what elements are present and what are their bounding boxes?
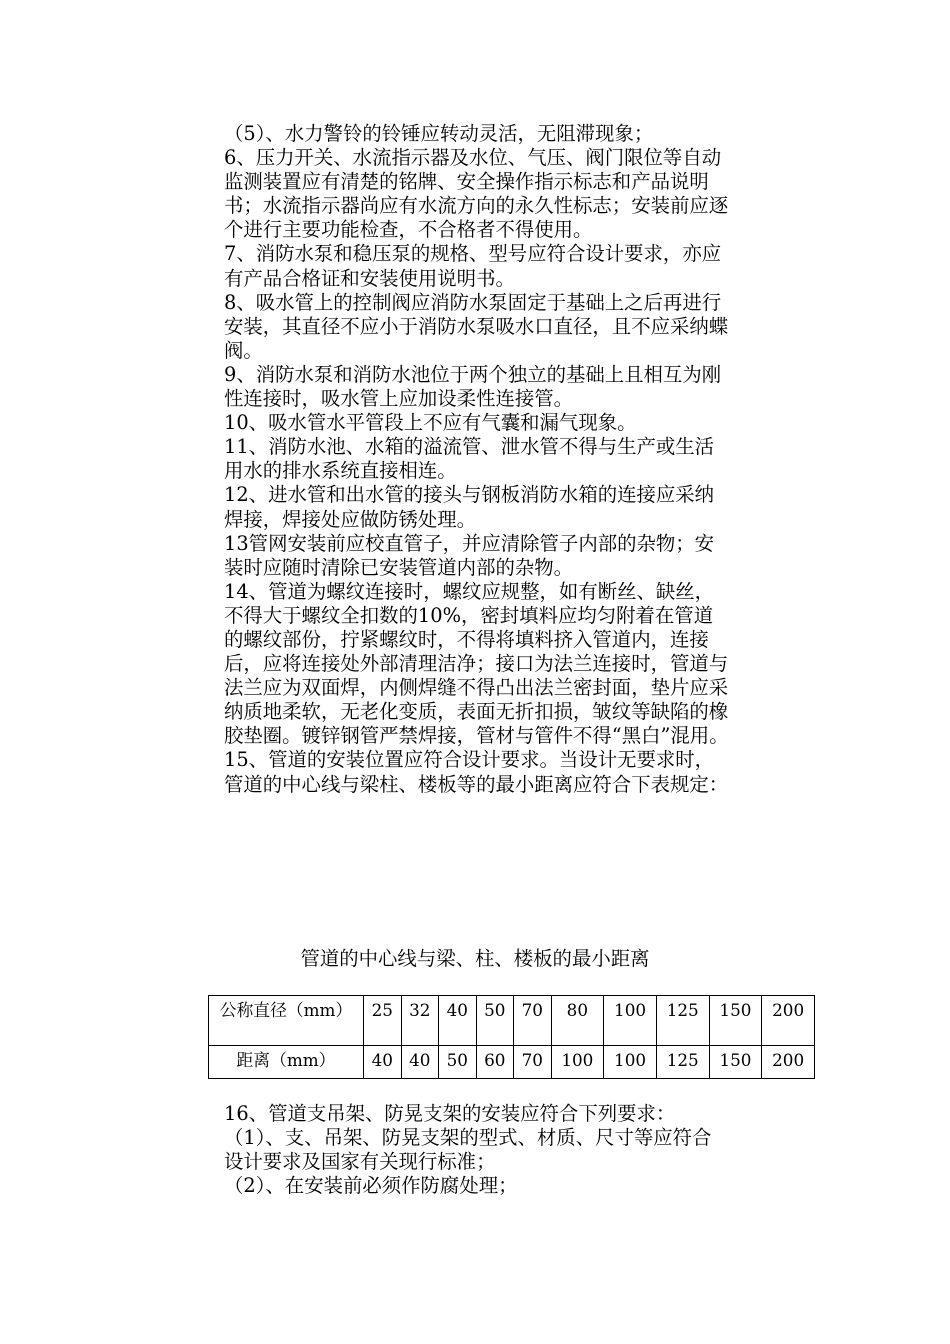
paragraph: 8、吸水管上的控制阀应消防水泵固定于基础上之后再进行安装，其直径不应小于消防水泵吸水口直径，且不应采纳蝶阀。 bbox=[224, 290, 729, 362]
table-cell: 200 bbox=[762, 996, 815, 1046]
table-cell: 100 bbox=[551, 1046, 604, 1079]
table-row-header: 公称直径（mm） bbox=[209, 996, 364, 1046]
table-cell: 70 bbox=[514, 996, 552, 1046]
table-cell: 40 bbox=[439, 996, 477, 1046]
paragraph: （1）、支、吊架、防晃支架的型式、材质、尺寸等应符合设计要求及国家有关现行标准； bbox=[224, 1126, 712, 1174]
body-text-top bbox=[224, 122, 730, 797]
table-cell: 200 bbox=[762, 1046, 815, 1079]
table-cell: 40 bbox=[364, 1046, 402, 1079]
paragraph: 9、消防水泵和消防水池位于两个独立的基础上且相互为刚性连接时，吸水管上应加设柔性连接管。 bbox=[224, 362, 722, 411]
table-cell: 150 bbox=[709, 1046, 762, 1079]
table-row bbox=[209, 996, 815, 1046]
table-row bbox=[209, 1046, 815, 1079]
body-text-bottom bbox=[224, 1102, 730, 1198]
table-cell: 100 bbox=[604, 1046, 657, 1079]
paragraph: （5）、水力警铃的铃锤应转动灵活，无阻滞现象； bbox=[224, 122, 654, 145]
table-cell: 25 bbox=[364, 996, 402, 1046]
paragraph: 13管网安装前应校直管子，并应清除管子内部的杂物；安装时应随时清除已安装管道内部的杂物。 bbox=[224, 531, 715, 579]
table-row-header: 距离（mm） bbox=[209, 1046, 364, 1079]
table-cell: 40 bbox=[401, 1046, 439, 1079]
paragraph: 6、压力开关、水流指示器及水位、气压、阀门限位等自动监测装置应有清楚的铭牌、安全操作指示标志和产品说明书；水流指示器尚应有水流方向的永久性标志；安装前应逐个进行主要功能检查，不合格者不得使用。 bbox=[224, 146, 729, 242]
table-cell: 125 bbox=[656, 1046, 709, 1079]
table-caption: 管道的中心线与梁、柱、楼板的最小距离 bbox=[300, 947, 650, 970]
paragraph: 12、进水管和出水管的接头与钢板消防水箱的连接应采纳焊接，焊接处应做防锈处理。 bbox=[224, 483, 715, 531]
paragraph: 7、消防水泵和稳压泵的规格、型号应符合设计要求，亦应有产品合格证和安装使用说明书。 bbox=[224, 242, 722, 290]
table-cell: 60 bbox=[476, 1046, 514, 1079]
paragraph: 11、消防水池、水箱的溢流管、泄水管不得与生产或生活用水的排水系统直接相连。 bbox=[224, 435, 715, 483]
distance-table bbox=[208, 995, 815, 1079]
table-cell: 50 bbox=[439, 1046, 477, 1079]
table-cell: 125 bbox=[656, 996, 709, 1046]
paragraph: （2）、在安装前必须作防腐处理； bbox=[224, 1174, 518, 1198]
paragraph: 10、吸水管水平管段上不应有气囊和漏气现象。 bbox=[224, 411, 637, 435]
table-cell: 150 bbox=[709, 996, 762, 1046]
paragraph: 15、管道的安装位置应符合设计要求。当设计无要求时，管道的中心线与梁柱、楼板等的最小距离应符合下表规定： bbox=[224, 748, 729, 796]
paragraph: 16、管道支吊架、防晃支架的安装应符合下列要求： bbox=[224, 1102, 676, 1125]
paragraph: 14、管道为螺纹连接时，螺纹应规整，如有断丝、缺丝，不得大于螺纹全扣数的10%，密封填料应均匀附着在管道的螺纹部份，拧紧螺纹时，不得将填料挤入管道内，连接后，应将连接处外部清理洁净；接口为法兰连接时，管道与法兰应为双面焊，内侧焊缝不得凸出法兰密封面，垫片应采纳质地柔软，无老化变质，表面无折扣损，皱纹等缺陷的橡胶垫圈。镀锌钢管严禁焊接，管材与管件不得“黑白”混用。 bbox=[224, 579, 729, 748]
table-cell: 32 bbox=[401, 996, 439, 1046]
table-cell: 80 bbox=[551, 996, 604, 1046]
table-cell: 70 bbox=[514, 1046, 552, 1079]
table-cell: 50 bbox=[476, 996, 514, 1046]
table-cell: 100 bbox=[604, 996, 657, 1046]
